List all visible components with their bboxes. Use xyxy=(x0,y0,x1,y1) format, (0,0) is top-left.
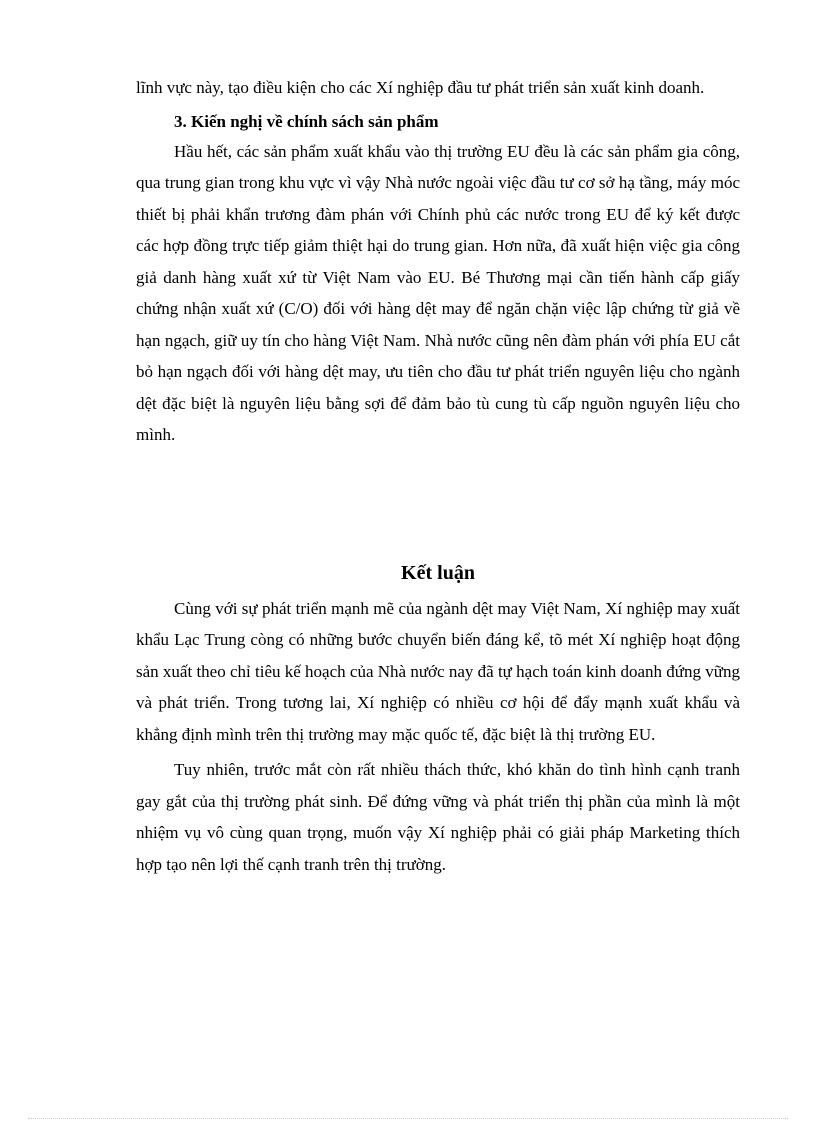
footer-divider xyxy=(28,1118,788,1119)
document-body xyxy=(136,72,740,880)
paragraph-continuation: lĩnh vực này, tạo điều kiện cho các Xí nghiệp đầu tư phát triển sản xuất kinh doanh. xyxy=(136,78,705,97)
conclusion-paragraph-2: Tuy nhiên, trước mắt còn rất nhiều thách thức, khó khăn do tình hình cạnh tranh gay gắt của thị trường phát sinh. Để đứng vững và phát triển thị phần của mình là một nhiệm vụ vô cùng quan trọng, muốn vậy Xí nghiệp phải có giải pháp Marketing thích hợp tạo nên lợi thế cạnh tranh trên thị trường. xyxy=(136,760,740,874)
conclusion-paragraph-1: Cùng với sự phát triển mạnh mẽ của ngành dệt may Việt Nam, Xí nghiệp may xuất khẩu Lạc Trung còng có những bước chuyển biến đáng kể, tõ mét Xí nghiệp hoạt động sản xuất theo chỉ tiêu kế hoạch của Nhà nước nay đã tự hạch toán kinh doanh đứng vững và phát triển. Trong tương lai, Xí nghiệp có nhiều cơ hội để đẩy mạnh xuất khẩu và khẳng định mình trên thị trường may mặc quốc tế, đặc biệt là thị trường EU. xyxy=(136,598,740,744)
conclusion-title: Kết luận xyxy=(401,561,475,584)
section-paragraph: Hầu hết, các sản phẩm xuất khẩu vào thị trường EU đều là các sản phẩm gia công, qua trung gian trong khu vực vì vậy Nhà nước ngoài việc đầu tư cơ sở hạ tầng, máy móc thiết bị phải khẩn trương đàm phán với Chính phủ các nước trong EU để ký kết được các hợp đồng trực tiếp giảm thiệt hại do trung gian. Hơn nữa, đã xuất hiện việc gia công giả danh hàng xuất xứ từ Việt Nam vào EU. Bé Thương mại cần tiến hành cấp giấy chứng nhận xuất xứ (C/O) đối với hàng dệt may để ngăn chặn việc lập chứng từ giả về hạn ngạch, giữ uy tín cho hàng Việt Nam. Nhà nước cũng nên đàm phán với phía EU cắt bỏ hạn ngạch đối với hàng dệt may, ưu tiên cho đầu tư phát triển nguyên liệu cho ngành dệt đặc biệt là nguyên liệu bằng sợi để đảm bảo tù cung tù cấp nguồn nguyên liệu cho mình. xyxy=(136,141,740,444)
section-heading: 3. Kiến nghị về chính sách sản phẩm xyxy=(174,111,439,131)
